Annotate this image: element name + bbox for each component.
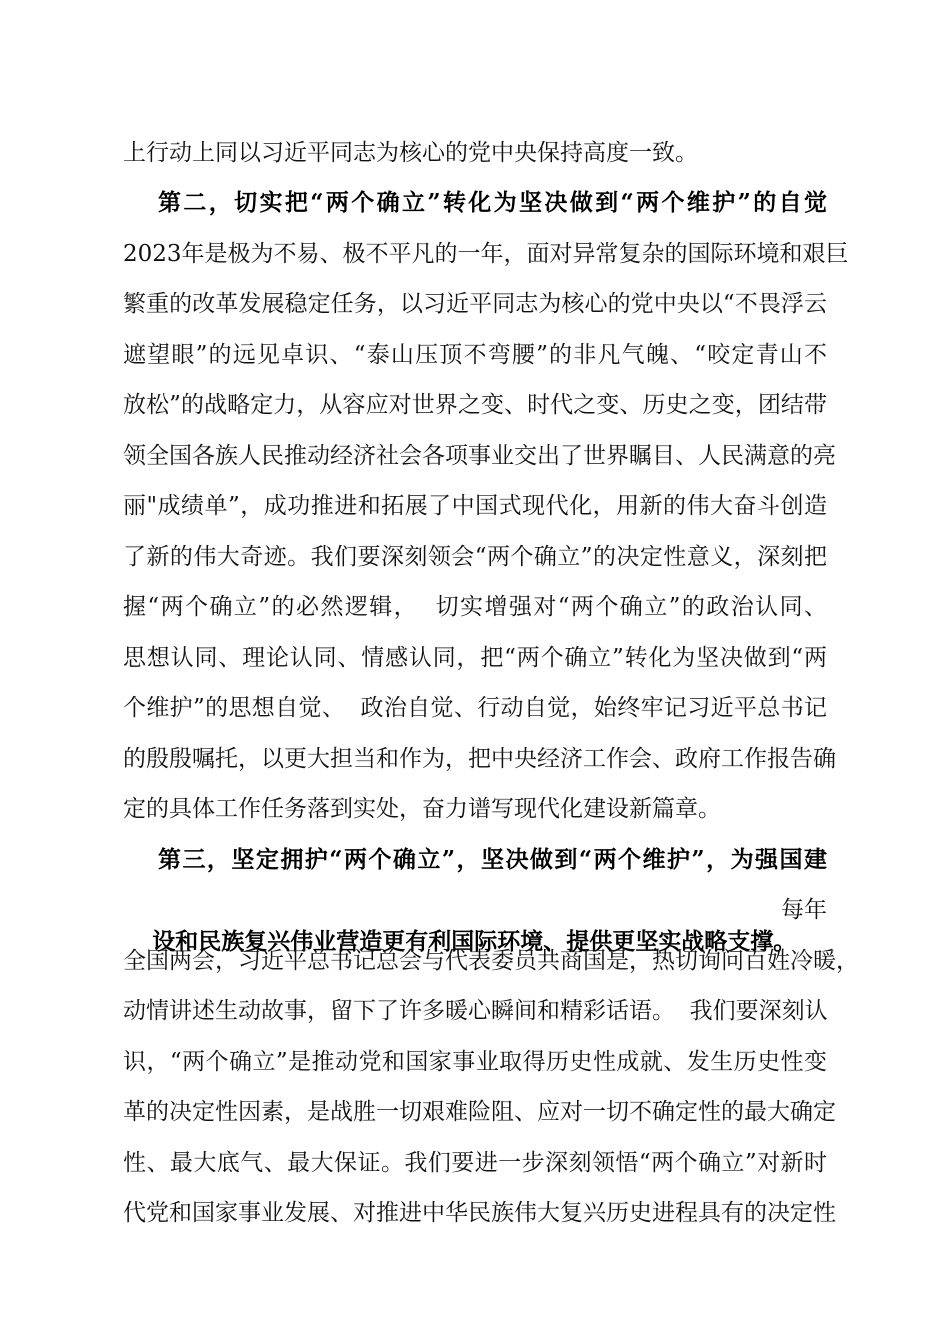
paragraph-line: 代党和国家事业发展、对推进中华民族伟大复兴历史进程具有的决定性	[123, 1200, 836, 1226]
paragraph-line: 遮望眼”的远见卓识、“泰山压顶不弯腰”的非凡气魄、“咬定青山不	[123, 342, 827, 368]
section-heading-2: 第二，切实把“两个确立”转化为坚决做到“两个维护”的自觉	[158, 189, 827, 216]
paragraph-line: 繁重的改革发展稳定任务，以习近平同志为核心的党中央以“不畏浮云	[123, 291, 827, 317]
paragraph-line: 革的决定性因素，是战胜一切艰难险阻、应对一切不确定性的最大确定	[123, 1099, 836, 1125]
paragraph-line: 的殷殷嘱托，以更大担当和作为，把中央经济工作会、政府工作报告确	[123, 746, 836, 772]
paragraph-line: 上行动上同以习近平同志为核心的党中央保持高度一致。	[123, 140, 698, 166]
paragraph-line	[123, 894, 827, 955]
paragraph-line: 领全国各族人民推动经济社会各项事业交出了世界瞩目、人民满意的亮	[123, 443, 836, 469]
paragraph-line: 思想认同、理论认同、情感认同，把“两个确立”转化为坚决做到“两	[123, 645, 827, 671]
paragraph-line: 动情讲述生动故事，留下了许多暖心瞬间和精彩话语。 我们要深刻认	[123, 998, 828, 1024]
paragraph-text: 每年	[781, 897, 827, 923]
paragraph-line: 全国两会，习近平总书记总会与代表委员共商国是，热切询问百姓冷暖，	[123, 948, 859, 974]
paragraph-line: 定的具体工作任务落到实处，奋力谱写现代化建设新篇章。	[123, 796, 721, 822]
paragraph-line: 握“两个确立”的必然逻辑， 切实增强对“两个确立”的政治认同、	[123, 594, 827, 620]
paragraph-line: 放松”的战略定力，从容应对世界之变、时代之变、历史之变，团结带	[123, 392, 827, 418]
paragraph-line: 了新的伟大奇迹。我们要深刻领会“两个确立”的决定性意义，深刻把	[123, 544, 827, 570]
paragraph-line: 性、最大底气、最大保证。我们要进一步深刻领悟“两个确立”对新时	[123, 1150, 827, 1176]
paragraph-line: 识，“两个确立”是推动党和国家事业取得历史性成就、发生历史性变	[123, 1049, 827, 1075]
paragraph-line: 个维护”的思想自觉、 政治自觉、行动自觉，始终牢记习近平总书记	[123, 695, 827, 721]
section-heading-3-continued: 设和民族复兴伟业营造更有利国际环境、提供更坚实战略支撑。	[152, 928, 797, 955]
paragraph-line: 丽"成绩单”，成功推进和拓展了中国式现代化，用新的伟大奋斗创造	[123, 493, 827, 519]
section-heading-3: 第三，坚定拥护“两个确立”，坚决做到“两个维护”，为强国建	[158, 846, 827, 873]
paragraph-line: 2023年是极为不易、极不平凡的一年，面对异常复杂的国际环境和艰巨	[123, 241, 849, 267]
